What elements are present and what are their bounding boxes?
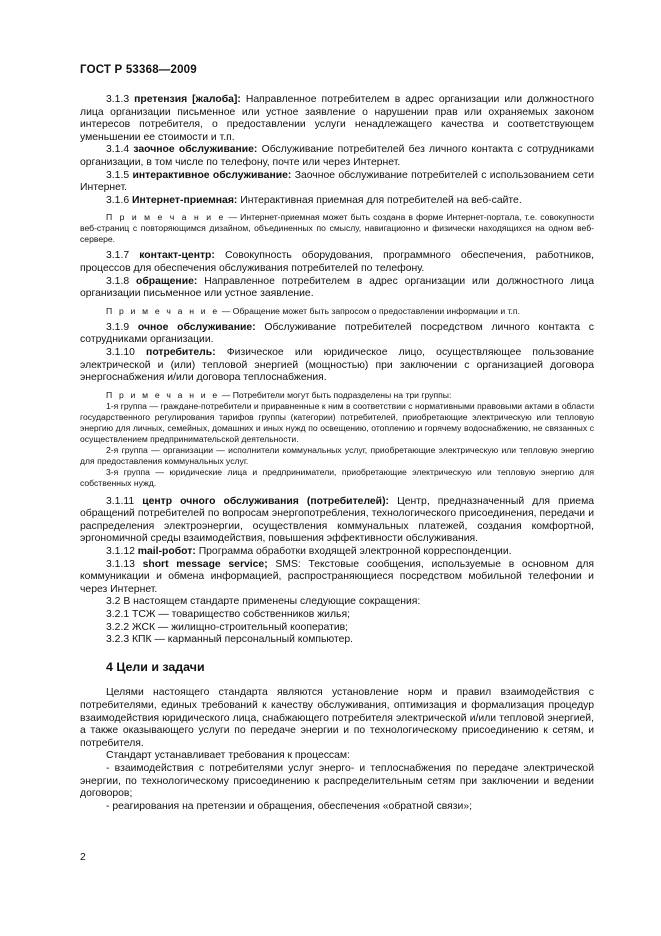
term-3-1-12 [80, 546, 594, 559]
note-3-1-6 [80, 212, 594, 245]
term-title: заочное обслуживание: [133, 144, 258, 156]
term-title: очное обслуживание: [137, 321, 256, 333]
term-title: обращение: [136, 275, 198, 287]
term-abbreviation: SMS: [275, 558, 301, 570]
term-definition: Направленное потребителем в адрес организации или должностного лица организации письменное или устное заявление. [80, 275, 595, 300]
note-group-2: 2-я группа — организации — исполнители коммунальных услуг, приобретающие электрическую или тепловую энергию для предоставления коммунальных услуг. [80, 444, 594, 466]
term-number: 3.1.8 [106, 275, 130, 287]
note-label: П р и м е ч а н и е [106, 389, 220, 400]
section-heading: 4 Цели и задачи [106, 659, 205, 674]
term-number: 3.1.4 [106, 144, 130, 156]
term-3-1-4 [80, 144, 594, 169]
term-number: 3.1.10 [106, 346, 135, 358]
term-title: центр очного обслуживания (потребителей): [142, 495, 389, 507]
term-definition: Интерактивная приемная для потребителей на веб-сайте. [240, 194, 522, 206]
term-title: интерактивное обслуживание: [132, 169, 292, 181]
term-3-1-6 [80, 195, 594, 208]
term-definition: Обслуживание потребителей без личного контакта с сотрудниками организации, в том числе по телефону, почте или через Интернет. [80, 144, 595, 168]
note-intro [80, 390, 594, 401]
term-title: потребитель: [146, 346, 216, 358]
term-title: short message service; [142, 558, 268, 570]
document-header: ГОСТ Р 53368—2009 [80, 64, 197, 76]
term-number: 3.1.12 [106, 546, 135, 558]
page-number: 2 [80, 852, 86, 863]
term-title: mail-робот: [137, 546, 196, 558]
term-3-1-9 [80, 322, 594, 347]
note-group-1: 1-я группа — граждане-потребители и приравненные к ним в соответствии с нормативными правовыми актами в области государственного регулирования тарифов группы (категории) потребителей, приобретающие электрическую или тепловую энергию для личных, семейных, домашних и иных нужд по освещению, отоплению и горячему водоснабжению, не связанных с осуществлением предпринимательской деятельности. [80, 400, 594, 444]
term-3-1-5 [80, 170, 594, 195]
note-3-1-10 [80, 390, 594, 489]
list-item: - реагирования на претензии и обращения, обеспечения «обратной связи»; [106, 800, 473, 812]
section-paragraph: Стандарт устанавливает требования к процессам: [106, 750, 350, 762]
abbreviation-item: 3.2.3 КПК — карманный персональный компьютер. [106, 634, 354, 646]
note-group-3: 3-я группа — юридические лица и предприниматели, приобретающие электрическую или тепловую энергию для собственных нужд. [80, 466, 594, 488]
note-label: П р и м е ч а н и е [106, 212, 226, 223]
list-item: - взаимодействия с потребителями услуг энерго- и теплоснабжения по передаче электрической энергии, по технологическому присоединению к распределительным сетям при заключении и ведении договоров; [80, 762, 594, 800]
note-3-1-8 [80, 306, 594, 317]
note-label: П р и м е ч а н и е [106, 305, 220, 316]
abbreviations-intro: 3.2 В настоящем стандарте применены следующие сокращения: [106, 596, 421, 608]
term-definition: Совокупность оборудования, программного обеспечения, работников, процессов для обеспечения обслуживания потребителей по телефону. [80, 250, 595, 274]
term-title: Интернет-приемная: [132, 194, 238, 206]
term-definition: Текстовые сообщения, используемые в основном для коммуникации и обмена информацией, распространяющиеся посредством мобильной телефонии и через Интернет. [80, 558, 595, 595]
term-number: 3.1.5 [106, 169, 130, 181]
term-title: контакт-центр: [139, 250, 215, 262]
term-definition: Заочное обслуживание потребителей с использованием сети Интернет. [80, 169, 595, 194]
term-number: 3.1.13 [106, 558, 135, 570]
term-definition: Центр, предназначенный для приема обращений потребителей по вопросам энергопотребления, технологического присоединения, передачи и распределения электроэнергии, осуществления коммунальных платежей, создания комфортной, эргономичной среды взаимодействия, повышения эффективности обслуживания. [80, 495, 594, 545]
term-number: 3.1.11 [106, 495, 135, 507]
term-3-1-7 [80, 250, 594, 275]
term-definition: Обслуживание потребителей посредством личного контакта с сотрудниками организации. [80, 321, 594, 346]
document-body [80, 94, 594, 813]
term-3-1-11 [80, 496, 594, 546]
term-definition: Направленное потребителем в адрес организации или должностного лица организации письменное или устное заявление о нарушении прав или охраняемых законом интересов потребителя, о предоставлении услуги ненадлежащего качества и соответствующем уменьшении ее стоимости и т.п. [80, 94, 595, 143]
term-3-1-8 [80, 276, 594, 301]
term-number: 3.1.7 [106, 250, 130, 262]
abbreviation-item: 3.2.1 ТСЖ — товарищество собственников жилья; [106, 609, 350, 621]
abbreviation-item: 3.2.2 ЖСК — жилищно-строительный кооператив; [106, 621, 349, 633]
note-text: — Обращение может быть запросом о предоставлении информации и т.п. [221, 305, 520, 316]
term-number: 3.1.9 [106, 321, 130, 333]
term-number: 3.1.6 [106, 194, 130, 206]
term-title: претензия [жалоба]: [134, 94, 241, 105]
section-paragraph: Целями настоящего стандарта являются установление норм и правил взаимодействия с потребителями, единых требований к качеству обслуживания, оптимизация и формализация процедур взаимодействия юридического лица, снабжающего потребителя электрической и/или тепловой энергией, а также оказывающего услуги по передаче энергии и по технологическому присоединению к сетям, и потребителя. [80, 687, 594, 749]
term-number: 3.1.3 [106, 94, 130, 105]
note-text: — Интернет-приемная может быть создана в форме Интернет-портала, т.е. совокупности веб-страниц с повторяющимся дизайном, объединенных по смыслу, навигационно и физически находящихся на одном веб-сервере. [80, 212, 594, 245]
term-3-1-10 [80, 347, 594, 385]
term-3-1-13 [80, 559, 594, 597]
note-text: — Потребители могут быть подразделены на три группы: [221, 389, 452, 400]
term-definition: Физическое или юридическое лицо, осуществляющее пользование электрической и (или) тепловой энергией (мощностью) при заключении с организацией договора энергоснабжения и/или договора теплоснабжения. [80, 346, 594, 384]
term-3-1-3 [80, 94, 594, 144]
term-definition: Программа обработки входящей электронной корреспонденции. [198, 546, 512, 558]
